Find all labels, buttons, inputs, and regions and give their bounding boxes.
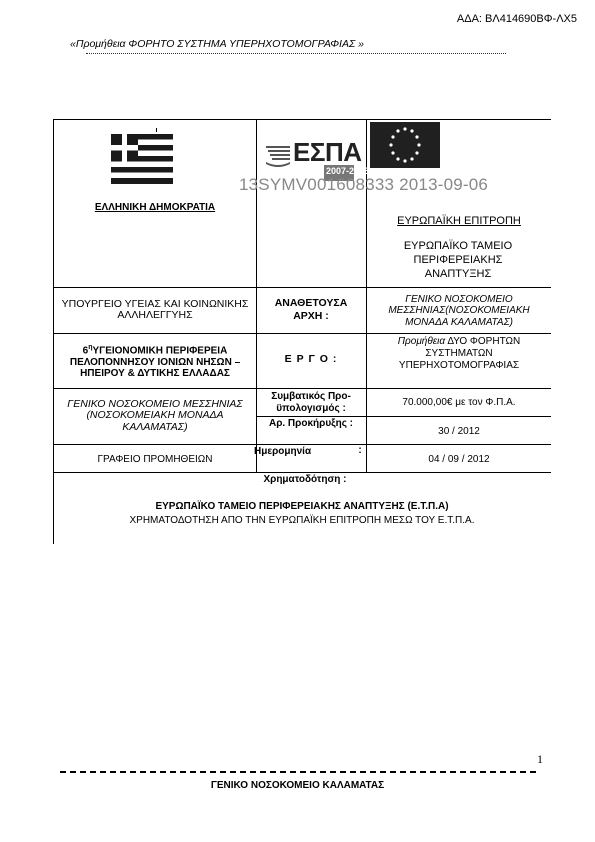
table-top-border: [53, 119, 551, 120]
header-title: «Προμήθεια ΦΟΡΗΤΟ ΣΥΣΤΗΜΑ ΥΠΕΡΗΧΟΤΟΜΟΓΡΑΦΙΑΣ »: [70, 38, 365, 50]
row-line-1: [53, 287, 551, 288]
notice-label: Αρ. Προκήρυξης :: [268, 418, 354, 430]
project-italic: Προμήθεια: [397, 336, 446, 347]
notice-value: 30 / 2012: [438, 426, 480, 438]
procurement-office: ΓΡΑΦΕΙΟ ΠΡΟΜΗΘΕΙΩΝ: [97, 454, 213, 466]
page-number: 1: [537, 752, 543, 766]
funding-line-2: ΧΡΗΜΑΤΟΔΟΤΗΣΗ ΑΠΟ ΤΗΝ ΕΥΡΩΠΑΪΚΗ ΕΠΙΤΡΟΠΗ ΜΕΣΩ ΤΟΥ Ε.Τ.Π.Α.: [129, 515, 475, 527]
contracting-authority-label: ΑΝΑΘΕΤΟΥΣΑ ΑΡΧΗ :: [274, 297, 348, 322]
espa-years: 2007-2013: [326, 166, 370, 176]
date-value: 04 / 09 / 2012: [428, 454, 490, 466]
region-text: ΥΓΕΙΟΝΟΜΙΚΗ ΠΕΡΙΦΕΡΕΙΑ ΠΕΛΟΠΟΝΝΗΣΟΥ ΙΟΝΙΩΝ ΝΗΣΩΝ – ΗΠΕΙΡΟΥ & ΔΥΤΙΚΗΣ ΕΛΛΑΔΑΣ: [69, 345, 241, 380]
budget-label: Συμβατικός Προ-ϋπολογισμός :: [271, 390, 351, 414]
budget-value: 70.000,00€ με τον Φ.Π.Α.: [402, 396, 516, 408]
ministry-label: ΥΠΟΥΡΓΕΙΟ ΥΓΕΙΑΣ ΚΑΙ ΚΟΙΝΩΝΙΚΗΣ ΑΛΛΗΛΕΓΓΥΗΣ: [61, 297, 249, 321]
ada-code: ΑΔΑ: ΒΛ414690ΒΦ-ΛΧ5: [456, 13, 577, 25]
region-sup: η: [88, 344, 93, 352]
greek-flag-icon: [111, 134, 173, 184]
date-label: Ημερομηνία: [254, 446, 312, 458]
col-divider-1: [256, 119, 257, 472]
registry-stamp: 13SYMV001608333 2013-09-06: [239, 175, 489, 194]
health-region-label: [57, 334, 253, 388]
flag-mast-mark: [156, 128, 157, 132]
eu-flag-icon: [370, 122, 440, 168]
funding-label: Χρηματοδότηση :: [263, 474, 347, 486]
header-divider: [86, 53, 506, 54]
footer-divider: [60, 771, 536, 773]
erdf-label: ΕΥΡΩΠΑΪΚΟ ΤΑΜΕΙΟ ΠΕΡΙΦΕΡΕΙΑΚΗΣ ΑΝΑΠΤΥΞΗΣ: [403, 240, 513, 280]
project-text: ΔΥΟ ΦΟΡΗΤΩΝ ΣΥΣΤΗΜΑΤΩΝ ΥΠΕΡΗΧΟΤΟΜΟΓΡΑΦΙΑΣ: [398, 336, 521, 371]
funding-line-1: ΕΥΡΩΠΑΪΚΟ ΤΑΜΕΙΟ ΠΕΡΙΦΕΡΕΙΑΚΗΣ ΑΝΑΠΤΥΞΗΣ (Ε.Τ.Π.Α): [155, 501, 449, 513]
contracting-authority-value: ΓΕΝΙΚΟ ΝΟΣΟΚΟΜΕΙΟ ΜΕΣΣΗΝΙΑΣ(ΝΟΣΟΚΟΜΕΙΑΚΗ ΜΟΝΑΔΑ ΚΑΛΑΜΑΤΑΣ): [388, 293, 530, 328]
eu-commission-label: ΕΥΡΩΠΑΪΚΗ ΕΠΙΤΡΟΠΗ: [397, 215, 521, 228]
project-value: [370, 334, 548, 374]
hospital-label: ΓΕΝΙΚΟ ΝΟΣΟΚΟΜΕΙΟ ΜΕΣΣΗΝΙΑΣ (ΝΟΣΟΚΟΜΕΙΑΚΗ ΜΟΝΑΔΑ ΚΑΛΑΜΑΤΑΣ): [67, 397, 243, 433]
table-left-border: [53, 119, 54, 544]
hellenic-republic-label: ΕΛΛΗΝΙΚΗ ΔΗΜΟΚΡΑΤΙΑ: [94, 202, 216, 214]
date-colon: :: [358, 445, 362, 457]
region-number: 6: [82, 345, 89, 357]
project-label: Ε Ρ Γ Ο :: [284, 353, 338, 366]
footer-text: ΓΕΝΙΚΟ ΝΟΣΟΚΟΜΕΙΟ ΚΑΛΑΜΑΤΑΣ: [210, 780, 385, 791]
espa-wordmark: ΕΣΠΑ: [293, 137, 362, 167]
